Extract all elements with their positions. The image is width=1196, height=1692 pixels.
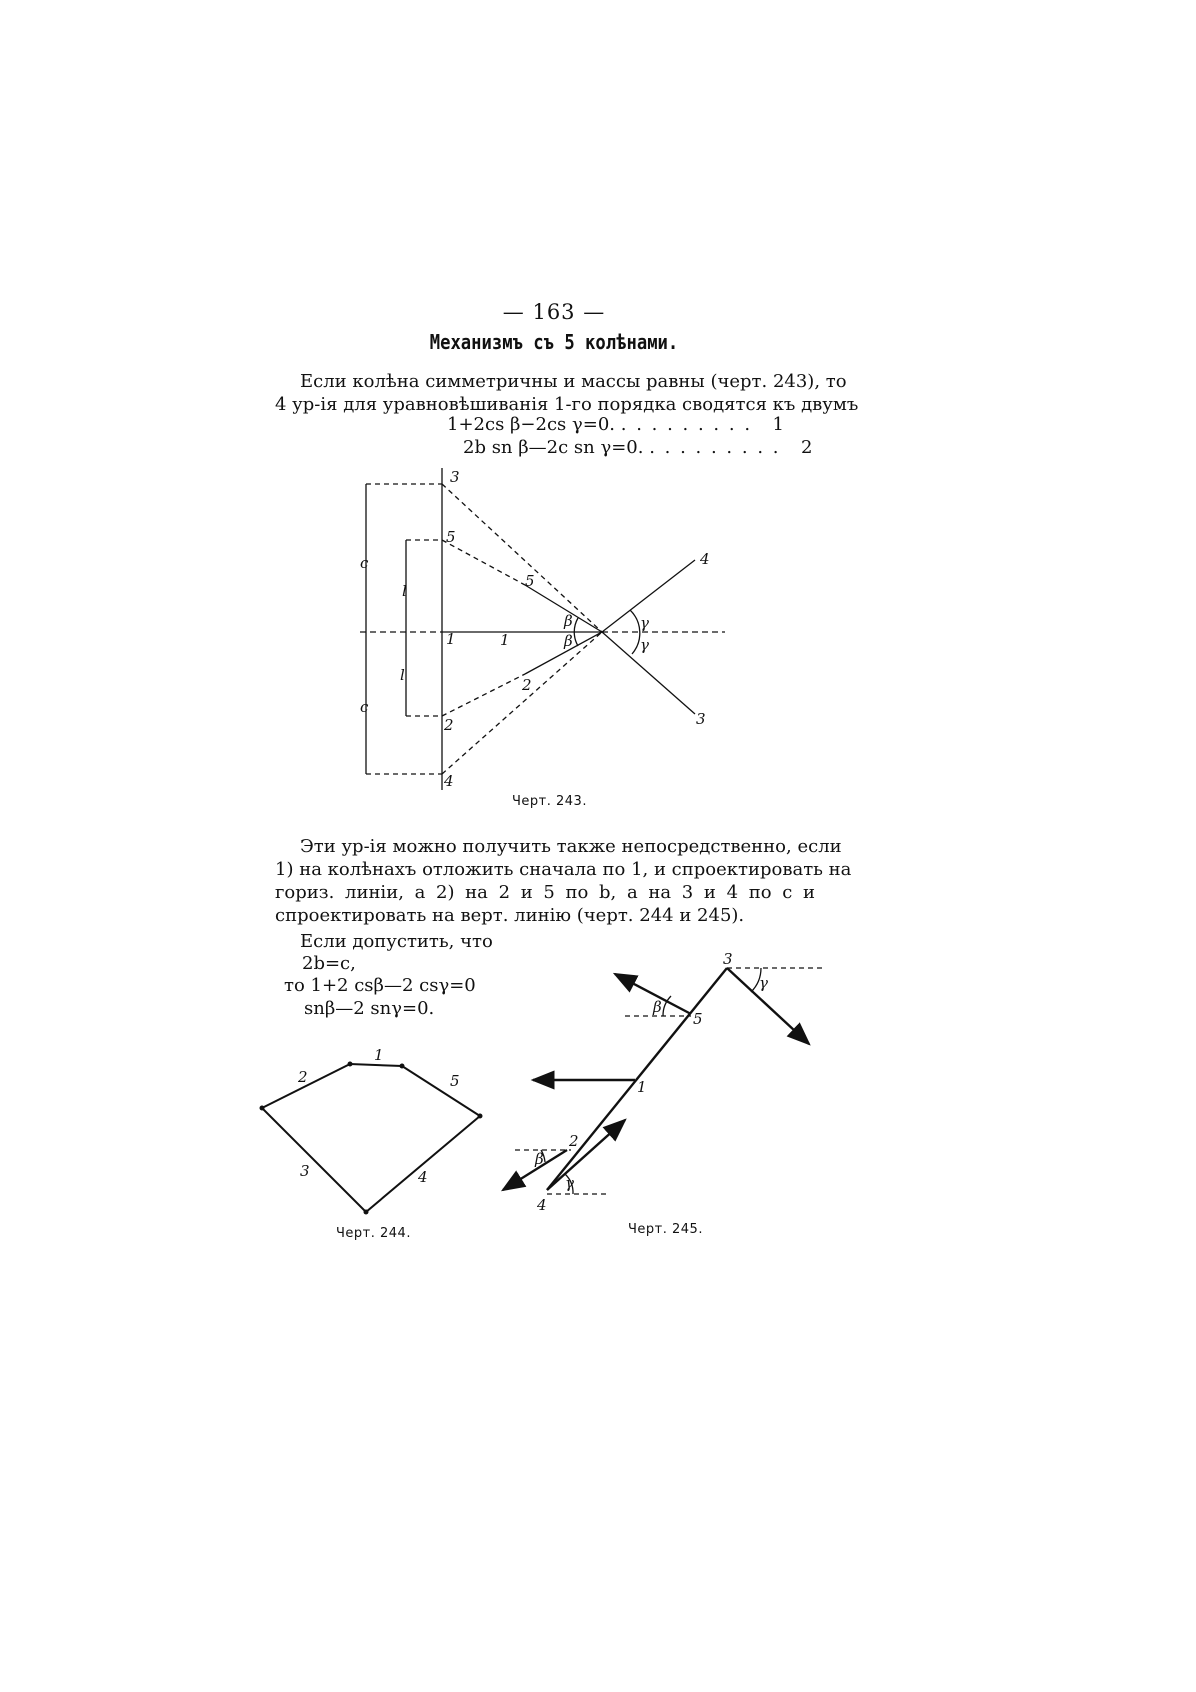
label-5-mid: 5 bbox=[525, 572, 535, 590]
figure-245-caption: Черт. 245. bbox=[628, 1222, 703, 1237]
equation-dots: . . . . . . . . . bbox=[620, 414, 753, 435]
label-2: 2 bbox=[569, 1132, 579, 1150]
equation-number: 1 bbox=[772, 414, 784, 435]
figure-243-caption: Черт. 243. bbox=[512, 794, 587, 809]
label-beta-lower: β bbox=[564, 632, 573, 650]
page-number: — 163 — bbox=[502, 300, 606, 324]
label-c-bottom: c bbox=[360, 698, 369, 716]
para2-line-3: гориз. линiи, а 2) на 2 и 5 по b, а на 3 и 4 по c и bbox=[275, 882, 815, 903]
figure-243-diagram bbox=[340, 460, 740, 800]
para2-line-1: Эти ур-iя можно получить также непосредственно, если bbox=[300, 836, 842, 857]
label-3: 3 bbox=[723, 950, 733, 968]
label-1-left: 1 bbox=[446, 630, 456, 648]
label-gamma-top: γ bbox=[759, 974, 768, 992]
assume-line-1: Если допустить, что bbox=[300, 931, 493, 952]
section-heading: Механизмъ съ 5 колѣнами. bbox=[429, 330, 679, 354]
figure-245-diagram bbox=[495, 950, 830, 1215]
assume-line-2: 2b=c, bbox=[302, 953, 356, 974]
para2-line-4: спроектировать на верт. линiю (черт. 244 и 245). bbox=[275, 905, 745, 926]
label-5: 5 bbox=[450, 1072, 460, 1090]
label-gamma-lower: γ bbox=[640, 636, 649, 654]
equation-expr: 2b sn β—2c sn γ=0. bbox=[463, 437, 644, 458]
label-3-right: 3 bbox=[696, 710, 706, 728]
label-3-top: 3 bbox=[450, 468, 460, 486]
assume-line-3: то 1+2 csβ—2 csγ=0 bbox=[284, 975, 476, 996]
figure-244-diagram bbox=[250, 1040, 500, 1220]
label-4-bottom: 4 bbox=[444, 772, 454, 790]
equation-2 bbox=[463, 437, 812, 458]
label-3: 3 bbox=[300, 1162, 310, 1180]
force-polygon bbox=[262, 1064, 480, 1212]
label-4: 4 bbox=[418, 1168, 428, 1186]
figure-244-caption: Черт. 244. bbox=[336, 1226, 411, 1241]
para2-line-2: 1) на колѣнахъ отложить сначала по 1, и спроектировать на bbox=[275, 859, 852, 880]
label-5-top: 5 bbox=[446, 528, 456, 546]
intro-line-2: 4 ур-iя для уравновѣшиванiя 1-го порядка сводятся къ двумъ bbox=[275, 394, 859, 415]
arrow-3 bbox=[727, 968, 809, 1044]
label-1: 1 bbox=[637, 1078, 647, 1096]
label-gamma-upper: γ bbox=[640, 614, 649, 632]
equation-expr: 1+2cs β−2cs γ=0. bbox=[447, 414, 616, 435]
equation-number: 2 bbox=[800, 437, 813, 458]
label-4: 4 bbox=[537, 1196, 547, 1214]
label-4-right: 4 bbox=[700, 550, 710, 568]
label-2-bottom: 2 bbox=[444, 716, 454, 734]
label-2: 2 bbox=[298, 1068, 308, 1086]
equation-1 bbox=[447, 414, 784, 435]
intro-line-1: Если колѣна симметричны и массы равны (черт. 243), то bbox=[300, 371, 847, 392]
label-l-bottom: l bbox=[400, 666, 405, 684]
label-beta-top: β bbox=[653, 998, 662, 1016]
label-l-top: l bbox=[402, 582, 407, 600]
label-beta-bottom: β bbox=[535, 1150, 544, 1168]
assume-line-4: snβ—2 snγ=0. bbox=[304, 998, 435, 1019]
equation-dots: . . . . . . . . . bbox=[649, 437, 781, 458]
label-1: 1 bbox=[374, 1046, 384, 1064]
label-beta-upper: β bbox=[564, 612, 573, 630]
label-5: 5 bbox=[693, 1010, 703, 1028]
label-gamma-bottom: γ bbox=[565, 1174, 574, 1192]
label-c-top: c bbox=[360, 554, 369, 572]
label-2-mid: 2 bbox=[522, 676, 532, 694]
label-1-mid: 1 bbox=[500, 631, 510, 649]
